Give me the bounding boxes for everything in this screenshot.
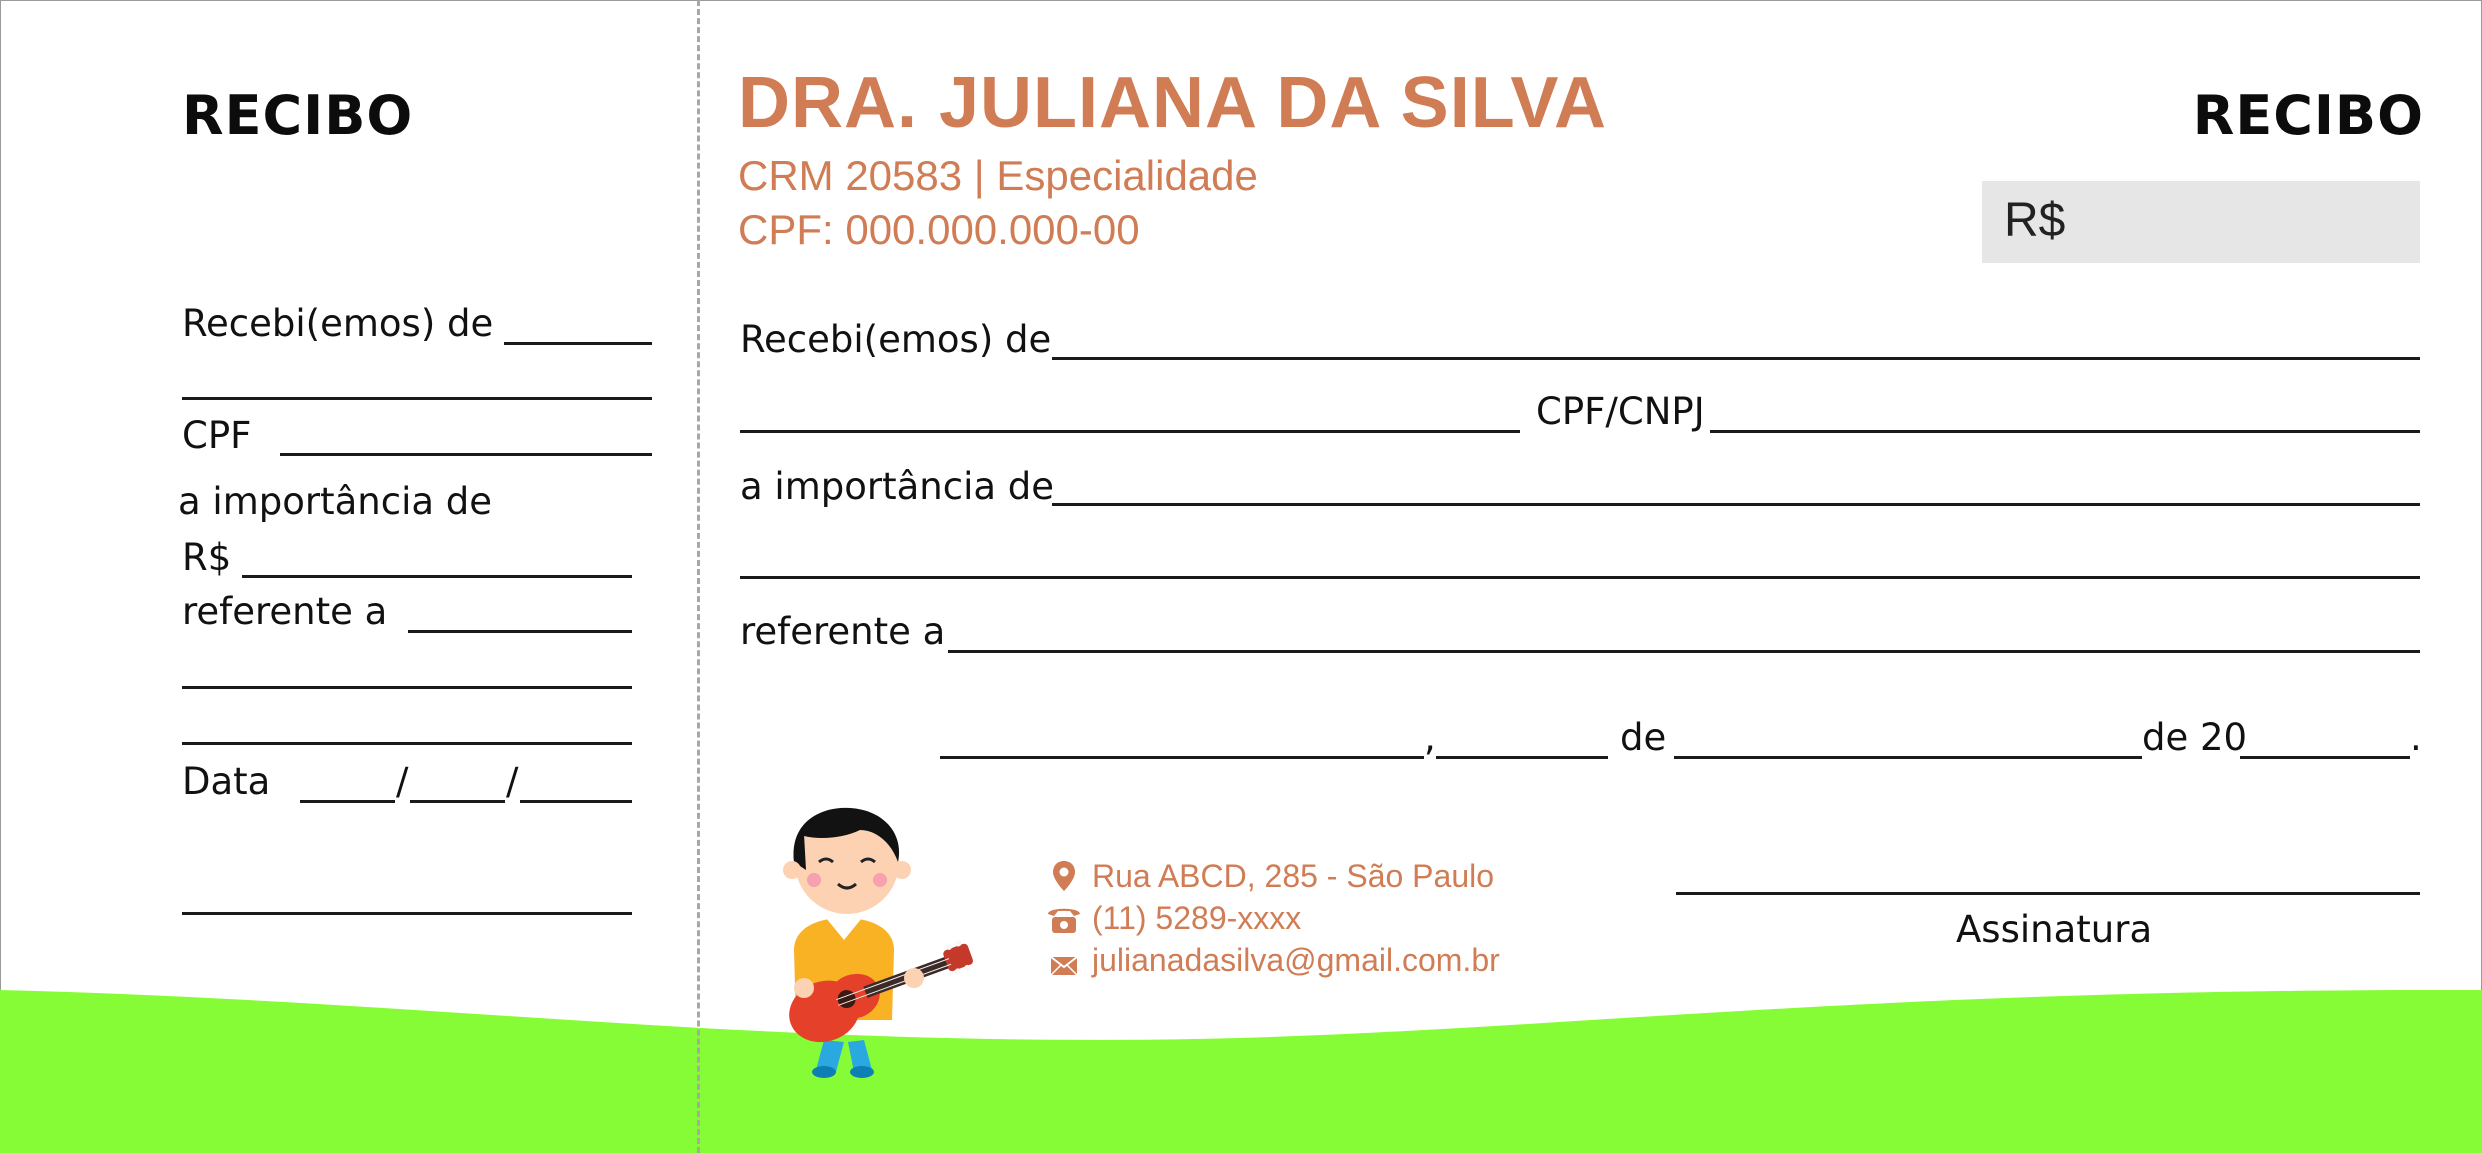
map-pin-icon [1052,860,1076,892]
perforation-line [697,0,700,1153]
stub-date-sep-2: / [506,760,519,803]
year-field[interactable] [2240,756,2410,759]
de-label: de [1620,716,1667,759]
child-guitar-illustration [764,800,994,1080]
month-field[interactable] [1674,756,2142,759]
year-label: de 20 [2142,716,2248,759]
stub-title: RECIBO [182,84,414,147]
stub-referring-field[interactable] [408,630,632,633]
stub-received-from-label: Recebi(emos) de [182,302,494,345]
period: . [2410,716,2422,759]
amount-box[interactable] [1982,181,2420,263]
city-field[interactable] [940,756,1424,759]
contact-email: julianadasilva@gmail.com.br [1092,942,1500,978]
stub-referring-label: referente a [182,590,388,633]
stub-received-from-field-2[interactable] [182,397,652,400]
stub-date-year-field[interactable] [520,800,632,803]
cpf-cnpj-field[interactable] [1710,430,2420,433]
doctor-name: DRA. JULIANA DA SILVA [738,63,1608,143]
stub-date-sep-1: / [396,760,409,803]
stub-signature-field[interactable] [182,912,632,915]
stub-cpf-field[interactable] [280,453,652,456]
stub-date-month-field[interactable] [410,800,505,803]
amount-field[interactable] [1052,503,2420,506]
doctor-crm: CRM 20583 | Especialidade [738,152,1258,199]
contact-address: Rua ABCD, 285 - São Paulo [1092,858,1495,894]
received-from-label: Recebi(emos) de [740,318,1052,361]
stub-amount-label: a importância de [178,480,493,523]
day-field[interactable] [1436,756,1608,759]
amount-box-label: R$ [2004,194,2066,247]
contact-phone: (11) 5289-xxxx [1092,900,1302,936]
referring-label: referente a [740,610,946,653]
envelope-icon [1050,956,1078,976]
referring-field[interactable] [948,650,2420,653]
doctor-cpf: CPF: 000.000.000-00 [738,206,1140,253]
cpf-cnpj-label: CPF/CNPJ [1536,390,1705,433]
stub-referring-field-3[interactable] [182,742,632,745]
received-from-field-2[interactable] [740,430,1520,433]
stub-date-day-field[interactable] [300,800,395,803]
stub-currency-label: R$ [182,536,232,579]
comma: , [1424,716,1436,759]
amount-label: a importância de [740,465,1055,508]
received-from-field[interactable] [1052,357,2420,360]
signature-label: Assinatura [1956,908,2153,951]
phone-icon [1046,904,1082,934]
stub-amount-field[interactable] [242,575,632,578]
grass-background [0,960,2482,1153]
amount-field-2[interactable] [740,576,2420,579]
stub-received-from-field[interactable] [504,342,652,345]
stub-date-label: Data [182,760,271,803]
stub-referring-field-2[interactable] [182,686,632,689]
stub-cpf-label: CPF [182,414,252,457]
receipt-title: RECIBO [2192,84,2424,147]
signature-field[interactable] [1676,892,2420,895]
